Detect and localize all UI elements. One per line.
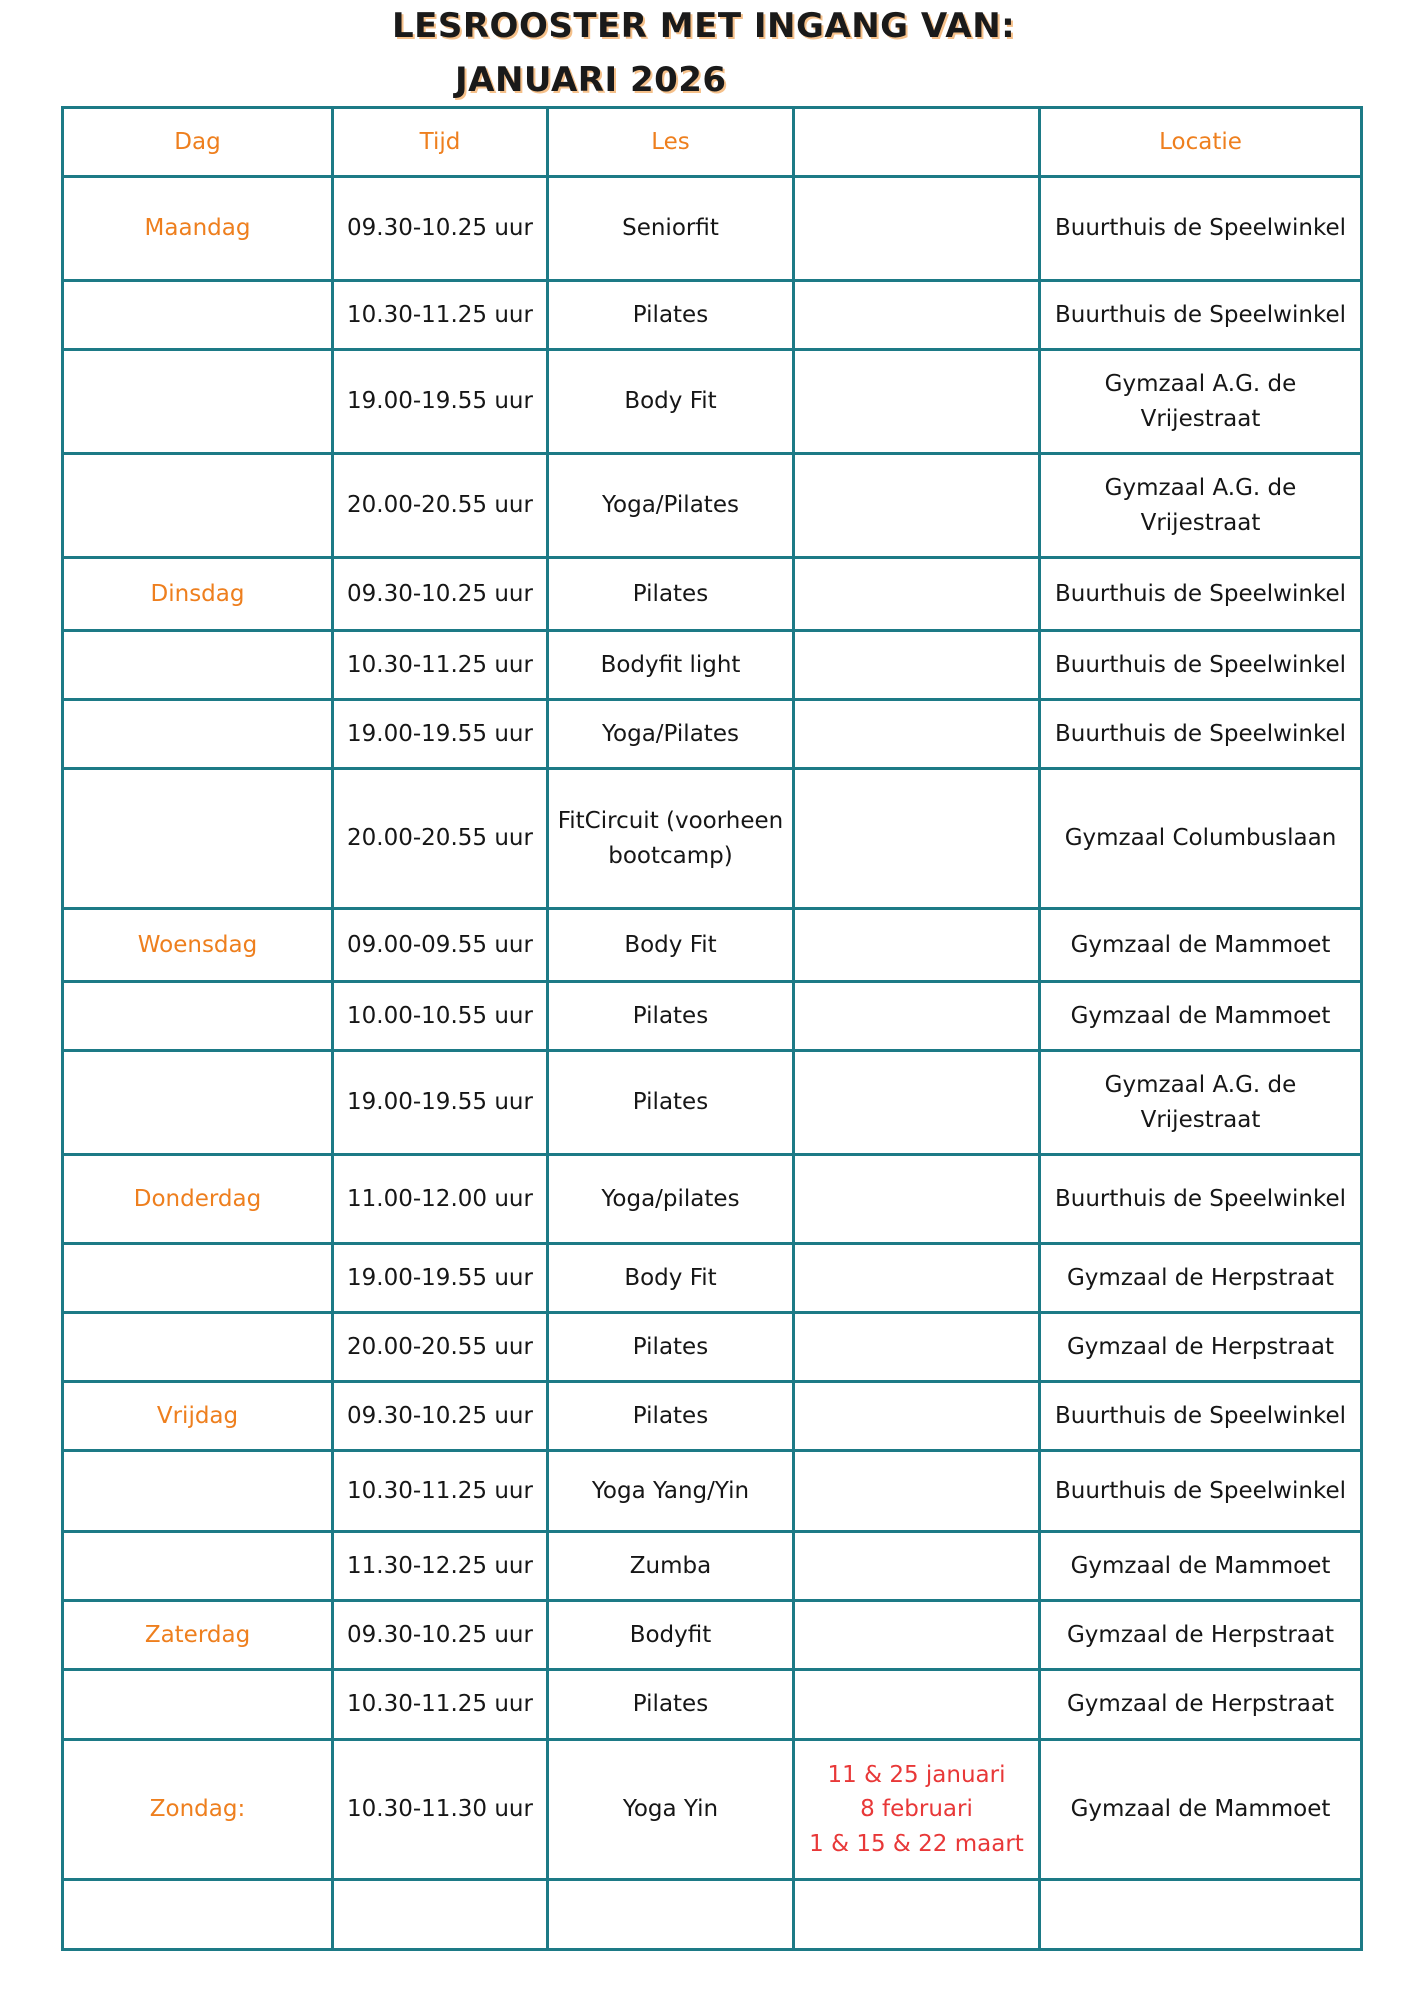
header-locatie: Locatie — [1040, 108, 1362, 177]
lesson-cell: Yoga Yin — [548, 1740, 794, 1880]
day-cell — [63, 631, 333, 700]
table-row — [63, 1051, 1362, 1155]
schedule-table — [61, 106, 1363, 1951]
day-cell — [63, 700, 333, 769]
table-row — [63, 177, 1362, 281]
day-cell — [63, 1880, 333, 1950]
table-row — [63, 1601, 1362, 1670]
location-cell: Gymzaal Columbuslaan — [1040, 769, 1362, 909]
location-cell: Buurthuis de Speelwinkel — [1040, 700, 1362, 769]
table-row — [63, 1313, 1362, 1382]
note-cell — [794, 177, 1040, 281]
time-cell: 19.00-19.55 uur — [333, 1244, 548, 1313]
location-cell: Gymzaal de Herpstraat — [1040, 1670, 1362, 1740]
time-cell: 19.00-19.55 uur — [333, 350, 548, 454]
lesson-cell: Pilates — [548, 558, 794, 631]
time-cell: 09.00-09.55 uur — [333, 909, 548, 982]
location-cell: Buurthuis de Speelwinkel — [1040, 1451, 1362, 1532]
table-row — [63, 1740, 1362, 1880]
lesson-cell — [548, 1880, 794, 1950]
table-row — [63, 769, 1362, 909]
table-row — [63, 1155, 1362, 1244]
lesson-cell: Body Fit — [548, 350, 794, 454]
note-cell — [794, 909, 1040, 982]
note-cell — [794, 1155, 1040, 1244]
time-cell: 19.00-19.55 uur — [333, 1051, 548, 1155]
location-cell: Buurthuis de Speelwinkel — [1040, 177, 1362, 281]
day-cell: Zondag: — [63, 1740, 333, 1880]
note-cell — [794, 1451, 1040, 1532]
time-cell: 10.00-10.55 uur — [333, 982, 548, 1051]
note-cell — [794, 558, 1040, 631]
table-row — [63, 281, 1362, 350]
time-cell: 09.30-10.25 uur — [333, 1382, 548, 1451]
table-row — [63, 909, 1362, 982]
day-cell — [63, 1313, 333, 1382]
note-cell — [794, 769, 1040, 909]
location-cell — [1040, 1880, 1362, 1950]
day-cell — [63, 1670, 333, 1740]
day-cell — [63, 281, 333, 350]
day-cell: Maandag — [63, 177, 333, 281]
note-cell — [794, 1382, 1040, 1451]
time-cell: 09.30-10.25 uur — [333, 1601, 548, 1670]
day-cell — [63, 982, 333, 1051]
time-cell — [333, 1880, 548, 1950]
table-row — [63, 350, 1362, 454]
header-dag: Dag — [63, 108, 333, 177]
table-row — [63, 1382, 1362, 1451]
table-row — [63, 454, 1362, 558]
time-cell: 20.00-20.55 uur — [333, 454, 548, 558]
location-cell: Gymzaal de Mammoet — [1040, 982, 1362, 1051]
lesson-cell: Body Fit — [548, 909, 794, 982]
lesson-cell: Bodyfit light — [548, 631, 794, 700]
location-cell: Gymzaal de Herpstraat — [1040, 1244, 1362, 1313]
day-cell: Woensdag — [63, 909, 333, 982]
time-cell: 20.00-20.55 uur — [333, 769, 548, 909]
time-cell: 09.30-10.25 uur — [333, 177, 548, 281]
table-row — [63, 1244, 1362, 1313]
note-cell — [794, 1670, 1040, 1740]
location-cell: Buurthuis de Speelwinkel — [1040, 558, 1362, 631]
table-row — [63, 631, 1362, 700]
lesson-cell: Zumba — [548, 1532, 794, 1601]
time-cell: 10.30-11.25 uur — [333, 631, 548, 700]
lesson-cell: Yoga Yang/Yin — [548, 1451, 794, 1532]
lesson-cell: Body Fit — [548, 1244, 794, 1313]
note-cell — [794, 350, 1040, 454]
day-cell: Donderdag — [63, 1155, 333, 1244]
lesson-cell: Bodyfit — [548, 1601, 794, 1670]
note-cell — [794, 631, 1040, 700]
lesson-cell: FitCircuit (voorheen bootcamp) — [548, 769, 794, 909]
page-title: LESROOSTER MET INGANG VAN: — [392, 6, 1016, 46]
location-cell: Buurthuis de Speelwinkel — [1040, 281, 1362, 350]
location-cell: Gymzaal A.G. de Vrijestraat — [1040, 454, 1362, 558]
location-cell: Buurthuis de Speelwinkel — [1040, 1382, 1362, 1451]
note-cell — [794, 454, 1040, 558]
lesson-cell: Yoga/pilates — [548, 1155, 794, 1244]
location-cell: Gymzaal A.G. de Vrijestraat — [1040, 350, 1362, 454]
time-cell: 11.30-12.25 uur — [333, 1532, 548, 1601]
note-cell — [794, 1601, 1040, 1670]
note-cell — [794, 1740, 1040, 1880]
day-cell — [63, 1532, 333, 1601]
day-cell — [63, 769, 333, 909]
day-cell — [63, 1451, 333, 1532]
time-cell: 10.30-11.25 uur — [333, 1670, 548, 1740]
lesson-cell: Pilates — [548, 1051, 794, 1155]
time-cell: 19.00-19.55 uur — [333, 700, 548, 769]
note-cell — [794, 1051, 1040, 1155]
table-row — [63, 982, 1362, 1051]
day-cell: Dinsdag — [63, 558, 333, 631]
day-cell: Zaterdag — [63, 1601, 333, 1670]
header-row — [63, 108, 1362, 177]
table-row — [63, 1880, 1362, 1950]
lesson-cell: Yoga/Pilates — [548, 454, 794, 558]
note-line: 11 & 25 januari — [827, 1761, 1006, 1788]
location-cell: Buurthuis de Speelwinkel — [1040, 1155, 1362, 1244]
lesson-cell: Pilates — [548, 982, 794, 1051]
time-cell: 10.30-11.25 uur — [333, 281, 548, 350]
location-cell: Gymzaal de Herpstraat — [1040, 1601, 1362, 1670]
day-cell — [63, 454, 333, 558]
lesson-cell: Seniorfit — [548, 177, 794, 281]
table-row — [63, 1670, 1362, 1740]
note-cell — [794, 1880, 1040, 1950]
note-line: 1 & 15 & 22 maart — [809, 1830, 1024, 1857]
location-cell: Gymzaal de Mammoet — [1040, 909, 1362, 982]
note-cell — [794, 1313, 1040, 1382]
note-cell — [794, 700, 1040, 769]
note-line: 8 februari — [860, 1796, 973, 1823]
note-cell — [794, 281, 1040, 350]
time-cell: 09.30-10.25 uur — [333, 558, 548, 631]
note-cell — [794, 982, 1040, 1051]
header-les: Les — [548, 108, 794, 177]
note-cell — [794, 1532, 1040, 1601]
location-cell: Gymzaal de Mammoet — [1040, 1740, 1362, 1880]
table-row — [63, 1532, 1362, 1601]
header-tijd: Tijd — [333, 108, 548, 177]
note-cell — [794, 1244, 1040, 1313]
day-cell — [63, 1244, 333, 1313]
location-cell: Gymzaal A.G. de Vrijestraat — [1040, 1051, 1362, 1155]
day-cell — [63, 350, 333, 454]
time-cell: 20.00-20.55 uur — [333, 1313, 548, 1382]
lesson-cell: Pilates — [548, 1382, 794, 1451]
time-cell: 10.30-11.30 uur — [333, 1740, 548, 1880]
location-cell: Gymzaal de Herpstraat — [1040, 1313, 1362, 1382]
lesson-cell: Pilates — [548, 1313, 794, 1382]
day-cell — [63, 1051, 333, 1155]
day-cell: Vrijdag — [63, 1382, 333, 1451]
lesson-cell: Pilates — [548, 281, 794, 350]
location-cell: Gymzaal de Mammoet — [1040, 1532, 1362, 1601]
page-subtitle: JANUARI 2026 — [455, 60, 727, 100]
header-empty — [794, 108, 1040, 177]
lesson-cell: Yoga/Pilates — [548, 700, 794, 769]
table-row — [63, 700, 1362, 769]
time-cell: 11.00-12.00 uur — [333, 1155, 548, 1244]
table-row — [63, 558, 1362, 631]
schedule-body — [63, 177, 1362, 1950]
location-cell: Buurthuis de Speelwinkel — [1040, 631, 1362, 700]
lesson-cell: Pilates — [548, 1670, 794, 1740]
time-cell: 10.30-11.25 uur — [333, 1451, 548, 1532]
table-row — [63, 1451, 1362, 1532]
